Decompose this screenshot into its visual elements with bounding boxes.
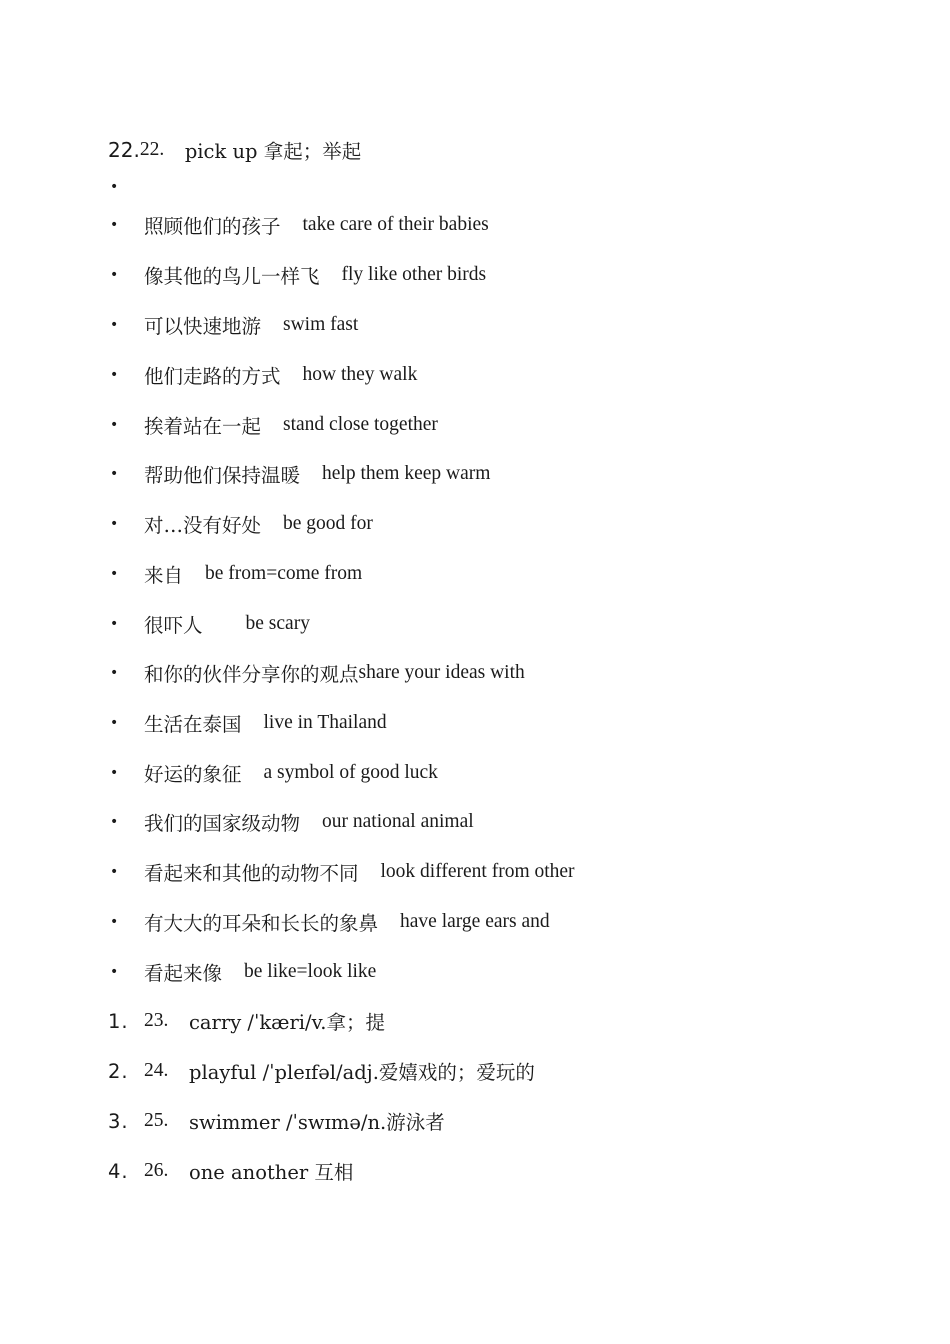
item-number: 23. xyxy=(144,1010,169,1031)
list-marker: 3. xyxy=(108,1109,129,1133)
bullet-icon: • xyxy=(110,317,119,333)
item-number: 26. xyxy=(144,1160,169,1181)
phrase-chinese: 对…没有好处 xyxy=(144,514,262,537)
phrase-chinese: 他们走路的方式 xyxy=(144,365,281,388)
phrase-chinese: 挨着站在一起 xyxy=(144,415,262,438)
bullet-icon: • xyxy=(110,179,119,195)
list-item xyxy=(108,459,490,489)
item-text: pick up 拿起；举起 xyxy=(184,140,362,163)
list-item xyxy=(108,410,438,440)
bullet-icon: • xyxy=(110,466,119,482)
bullet-icon: • xyxy=(110,516,119,532)
list-marker: 2. xyxy=(108,1059,129,1083)
phrase-english: share your ideas with xyxy=(358,662,525,683)
phrase-chinese: 生活在泰国 xyxy=(144,713,242,736)
list-item-22 xyxy=(108,135,361,165)
bullet-icon: • xyxy=(110,814,119,830)
bullet-icon: • xyxy=(110,914,119,930)
bullet-icon: • xyxy=(110,715,119,731)
bullet-icon: • xyxy=(110,665,119,681)
phrase-english: fly like other birds xyxy=(341,264,487,285)
list-item xyxy=(108,957,376,987)
bullet-icon: • xyxy=(110,217,119,233)
bullet-icon: • xyxy=(110,267,119,283)
item-number: 24. xyxy=(144,1060,169,1081)
list-item xyxy=(108,509,373,539)
phrase-chinese: 像其他的鸟儿一样飞 xyxy=(144,265,320,288)
phrase-chinese: 很吓人 xyxy=(144,614,203,637)
list-item xyxy=(108,807,474,837)
phrase-chinese: 来自 xyxy=(144,564,184,587)
phrase-chinese: 看起来和其他的动物不同 xyxy=(144,862,359,885)
item-text: carry /ˈkæri/v.拿；提 xyxy=(189,1011,386,1034)
phrase-english: live in Thailand xyxy=(263,712,387,733)
phrase-chinese: 好运的象征 xyxy=(144,763,242,786)
list-marker: 1. xyxy=(108,1009,129,1033)
phrase-chinese: 照顾他们的孩子 xyxy=(144,215,281,238)
list-item xyxy=(108,658,525,688)
list-item xyxy=(108,1006,385,1036)
phrase-chinese: 可以快速地游 xyxy=(144,315,262,338)
phrase-english: be good for xyxy=(283,513,373,534)
bullet-icon: • xyxy=(110,616,119,632)
phrase-english: be like=look like xyxy=(244,961,377,982)
phrase-english: swim fast xyxy=(283,314,359,335)
phrase-chinese: 有大大的耳朵和长长的象鼻 xyxy=(144,912,379,935)
list-item xyxy=(108,360,417,390)
phrase-english: be from=come from xyxy=(205,563,363,584)
list-item xyxy=(108,1156,353,1186)
phrase-english: our national animal xyxy=(322,811,474,832)
list-item xyxy=(108,758,438,788)
list-item xyxy=(108,857,575,887)
list-item xyxy=(108,310,358,340)
bullet-icon: • xyxy=(110,417,119,433)
bullet-icon: • xyxy=(110,367,119,383)
list-item xyxy=(108,1056,535,1086)
item-number: 22. xyxy=(139,139,165,160)
item-text: playful /ˈpleɪfəl/adj.爱嬉戏的；爱玩的 xyxy=(189,1061,535,1084)
item-number: 25. xyxy=(144,1110,169,1131)
bullet-icon: • xyxy=(110,964,119,980)
phrase-english: be scary xyxy=(245,613,310,634)
item-text: one another 互相 xyxy=(189,1161,354,1184)
phrase-english: have large ears and xyxy=(400,911,550,932)
phrase-chinese: 看起来像 xyxy=(144,962,223,985)
list-item xyxy=(108,260,486,290)
item-text: swimmer /ˈswɪmə/n.游泳者 xyxy=(189,1111,445,1134)
bullet-icon: • xyxy=(110,864,119,880)
phrase-english: look different from other xyxy=(380,861,575,882)
phrase-chinese: 帮助他们保持温暖 xyxy=(144,464,301,487)
list-item xyxy=(108,609,310,639)
phrase-english: stand close together xyxy=(283,414,438,435)
phrase-english: take care of their babies xyxy=(302,214,489,235)
phrase-chinese: 我们的国家级动物 xyxy=(144,812,301,835)
list-item xyxy=(108,708,387,738)
list-item xyxy=(108,907,550,937)
bullet-icon: • xyxy=(110,765,119,781)
phrase-english: help them keep warm xyxy=(322,463,491,484)
phrase-chinese: 和你的伙伴分享你的观点 xyxy=(144,663,359,686)
bullet-icon: • xyxy=(110,566,119,582)
empty-bullet-line xyxy=(108,172,144,202)
list-marker: 22. xyxy=(108,138,140,162)
phrase-english: a symbol of good luck xyxy=(263,762,438,783)
list-item xyxy=(108,210,489,240)
phrase-english: how they walk xyxy=(302,364,418,385)
list-marker: 4. xyxy=(108,1159,129,1183)
list-item xyxy=(108,1106,445,1136)
list-item xyxy=(108,559,362,589)
